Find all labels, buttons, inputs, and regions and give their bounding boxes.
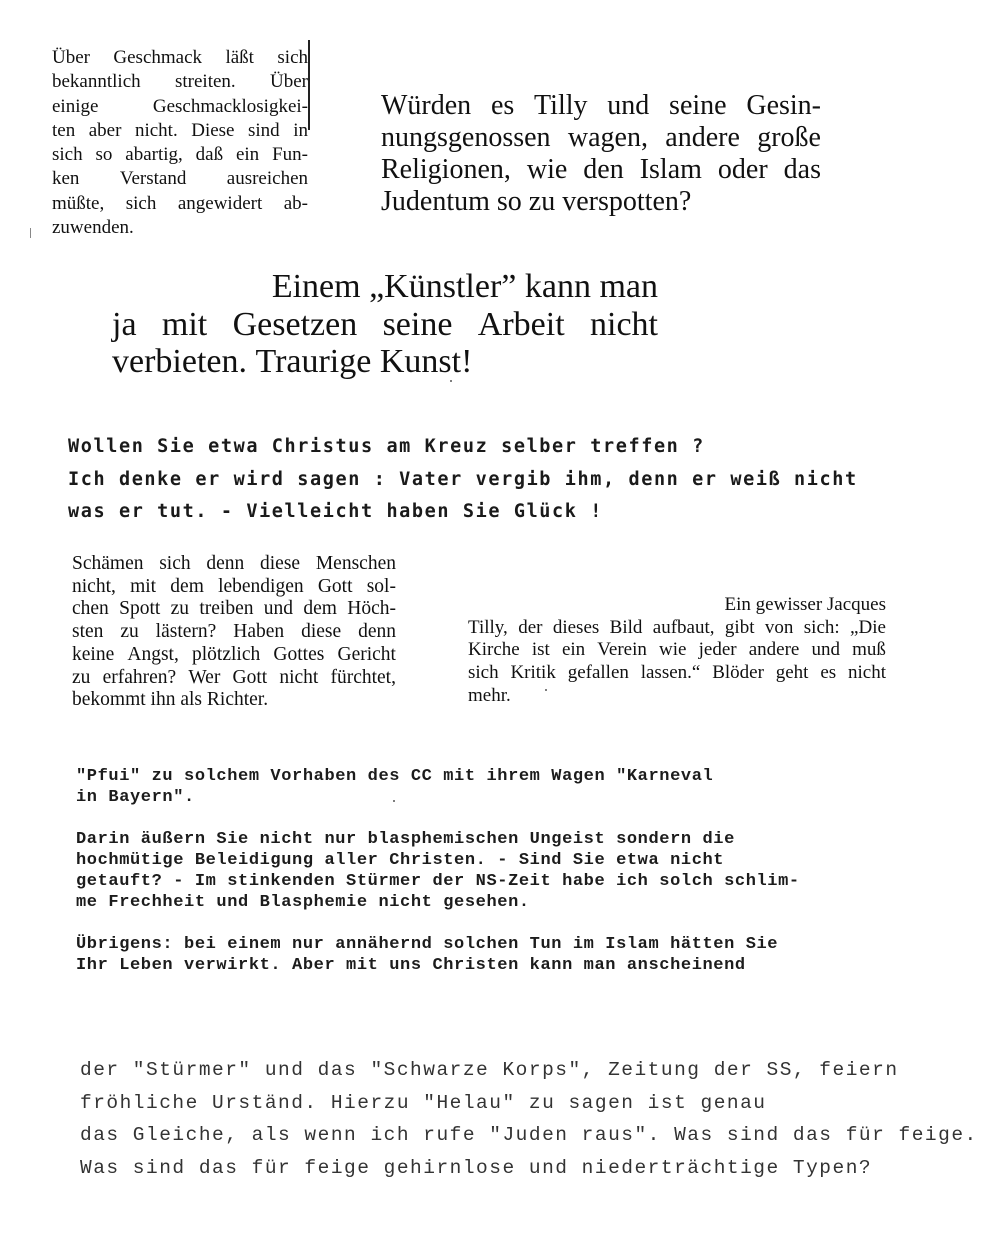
text-line: mehr. [468, 684, 511, 706]
text-line: Judentum so zu verspotten? [381, 186, 692, 217]
text-line: ken Verstand ausreichen [52, 168, 308, 190]
text-line: hochmütige Beleidigung aller Christen. - Sind Sie etwa nicht [76, 851, 725, 870]
text-line: "Pfui" zu solchem Vorhaben des CC mit ihrem Wagen "Karneval [76, 767, 714, 786]
clipping-kuenstler [112, 268, 658, 381]
text-line: müßte, sich angewidert ab- [52, 192, 308, 214]
text-line: verbieten. Traurige Kunst! [112, 343, 473, 380]
text-line: ja mit Gesetzen seine Arbeit nicht [112, 305, 658, 343]
text-line: nicht, mit dem lebendigen Gott sol- [72, 575, 396, 597]
paragraph [76, 934, 800, 976]
text-line: Darin äußern Sie nicht nur blasphemischen Ungeist sondern die [76, 830, 735, 849]
scan-speck [450, 380, 452, 382]
text-line: zuwenden. [52, 217, 134, 239]
text-line: bekanntlich streiten. Über [52, 71, 308, 93]
text-line: getauft? - Im stinkenden Stürmer der NS-Zeit habe ich solch schlim- [76, 872, 800, 891]
text-line: was er tut. - Vielleicht haben Sie Glück ! [68, 501, 603, 522]
text-line: Würden es Tilly und seine Gesin- [381, 90, 821, 121]
text-line: das Gleiche, als wenn ich rufe "Juden raus". Was sind das für feige. [80, 1124, 978, 1146]
text-line: me Frechheit und Blasphemie nicht gesehen. [76, 893, 530, 912]
text-line: Religionen, wie den Islam oder das [381, 154, 821, 185]
text-line: Ein gewisser Jacques [724, 594, 886, 615]
text-line: fröhliche Urständ. Hierzu "Helau" zu sagen ist genau [80, 1091, 767, 1114]
text-line: bekommt ihn als Richter. [72, 689, 269, 711]
text-line: der "Stürmer" und das "Schwarze Korps", Zeitung der SS, feiern [80, 1059, 899, 1081]
text-line: Was sind das für feige gehirnlose und niederträchtige Typen? [80, 1156, 873, 1179]
typed-pfui-letter [76, 766, 800, 997]
paragraph [76, 829, 800, 913]
text-line: einige Geschmacklosigkei- [52, 95, 308, 117]
typed-stuermer-note [80, 1054, 978, 1184]
text-line: chen Spott zu treiben und dem Höch- [72, 598, 396, 620]
typed-christus-note [68, 431, 858, 529]
paragraph [76, 766, 800, 808]
text-line: Ich denke er wird sagen : Vater vergib ihm, denn er weiß nicht [68, 468, 858, 490]
scan-speck [545, 689, 547, 691]
text-line: nungsgenossen wagen, andere große [381, 122, 821, 153]
clipping-tilly-question [381, 90, 821, 218]
column-rule [30, 228, 31, 238]
text-line: in Bayern". [76, 788, 195, 807]
clipping-jacques-tilly [468, 594, 886, 708]
text-line: Übrigens: bei einem nur annähernd solchen Tun im Islam hätten Sie [76, 935, 779, 954]
text-line: sich Kritik gefallen lassen.“ Blöder geht es nicht [468, 662, 886, 684]
text-line: Wollen Sie etwa Christus am Kreuz selber treffen ? [68, 436, 705, 457]
text-line: Tilly, der dieses Bild aufbaut, gibt von sich: „Die [468, 616, 886, 638]
text-line: ten aber nicht. Diese sind in [52, 119, 308, 141]
clipping-geschmack [52, 46, 308, 240]
text-line: Einem „Künstler” kann man [271, 268, 658, 305]
text-line: Kirche ist ein Verein wie jeder andere und muß [468, 639, 886, 661]
text-line: Ihr Leben verwirkt. Aber mit uns Christen kann man anscheinend [76, 956, 746, 975]
text-line: sich so abartig, daß ein Fun- [52, 144, 308, 166]
text-line: Über Geschmack läßt sich [52, 47, 308, 68]
clipping-schaemen [72, 553, 396, 712]
column-rule [308, 40, 310, 130]
text-line: Schämen sich denn diese Menschen [72, 553, 396, 574]
text-line: zu erfahren? Wer Gott nicht fürchtet, [72, 666, 396, 688]
scan-speck [393, 800, 395, 802]
text-line: sten zu lästern? Haben diese denn [72, 621, 396, 643]
text-line: keine Angst, plötzlich Gottes Gericht [72, 643, 396, 665]
